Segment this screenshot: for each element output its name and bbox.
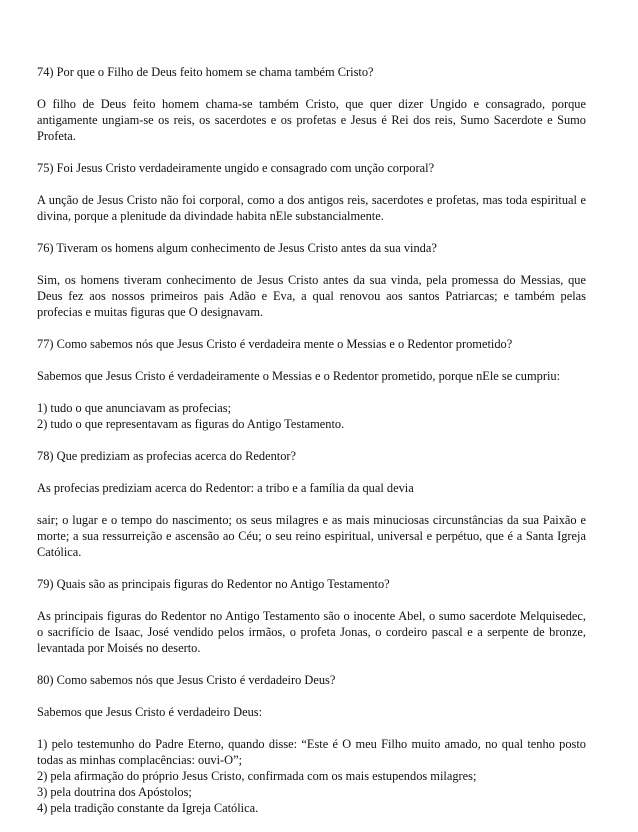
answer-75: A unção de Jesus Cristo não foi corporal, como a dos antigos reis, sacerdotes e profetas, mas toda espiritual e divina, porque a plenitude da divindade habita nEle substancialmente. xyxy=(37,193,586,223)
document-page xyxy=(37,64,586,832)
answer-77: Sabemos que Jesus Cristo é verdadeiramente o Messias e o Redentor prometido, porque nEle se cumpriu: xyxy=(37,369,561,383)
question-80: 80) Como sabemos nós que Jesus Cristo é verdadeiro Deus? xyxy=(37,673,336,687)
question-76: 76) Tiveram os homens algum conhecimento de Jesus Cristo antes da sua vinda? xyxy=(37,241,437,255)
answer-80: Sabemos que Jesus Cristo é verdadeiro Deus: xyxy=(37,705,263,719)
answer-78-rest: sair; o lugar e o tempo do nascimento; os seus milagres e as mais minuciosas circunstâncias da sua Paixão e morte; a sua ressurreição e ascensão ao Céu; o seu reino espiritual, universal e perpétuo, que é a Santa Igreja Católica. xyxy=(37,513,586,559)
answer-80-list xyxy=(37,736,586,816)
list-item: 1) tudo o que anunciavam as profecias; xyxy=(37,401,232,415)
list-item: 2) pela afirmação do próprio Jesus Cristo, confirmada com os mais estupendos milagres; xyxy=(37,769,477,783)
answer-76: Sim, os homens tiveram conhecimento de Jesus Cristo antes da sua vinda, pela promessa do Messias, que Deus fez aos nossos primeiros pais Adão e Eva, a qual renovou aos santos Patriarcas; e também pelas profecias e muitas figuras que O designavam. xyxy=(37,273,586,319)
answer-74: O filho de Deus feito homem chama-se também Cristo, que quer dizer Ungido e consagrado, porque antigamente ungiam-se os reis, os sacerdotes e os profetas e Jesus é Rei dos reis, Sumo Sacerdote e Sumo Profeta. xyxy=(37,97,586,143)
question-77: 77) Como sabemos nós que Jesus Cristo é verdadeira mente o Messias e o Redentor prometido? xyxy=(37,337,513,351)
list-item: 3) pela doutrina dos Apóstolos; xyxy=(37,785,192,799)
question-75: 75) Foi Jesus Cristo verdadeiramente ungido e consagrado com unção corporal? xyxy=(37,161,435,175)
question-74: 74) Por que o Filho de Deus feito homem se chama também Cristo? xyxy=(37,65,374,79)
list-item: 2) tudo o que representavam as figuras do Antigo Testamento. xyxy=(37,417,345,431)
question-79: 79) Quais são as principais figuras do Redentor no Antigo Testamento? xyxy=(37,577,390,591)
answer-78-first: As profecias prediziam acerca do Redentor: a tribo e a família da qual devia xyxy=(37,481,414,495)
list-item: 1) pelo testemunho do Padre Eterno, quando disse: “Este é O meu Filho muito amado, no qual tenho posto todas as minhas complacências: ouvi-O”; xyxy=(37,737,586,767)
answer-79: As principais figuras do Redentor no Antigo Testamento são o inocente Abel, o sumo sacerdote Melquisedec, o sacrifício de Isaac, José vendido pelos irmãos, o profeta Jonas, o cordeiro pascal e a serpente de bronze, levantada por Moisés no deserto. xyxy=(37,609,586,655)
question-78: 78) Que prediziam as profecias acerca do Redentor? xyxy=(37,449,297,463)
list-item: 4) pela tradição constante da Igreja Católica. xyxy=(37,801,259,815)
answer-77-list xyxy=(37,400,586,432)
